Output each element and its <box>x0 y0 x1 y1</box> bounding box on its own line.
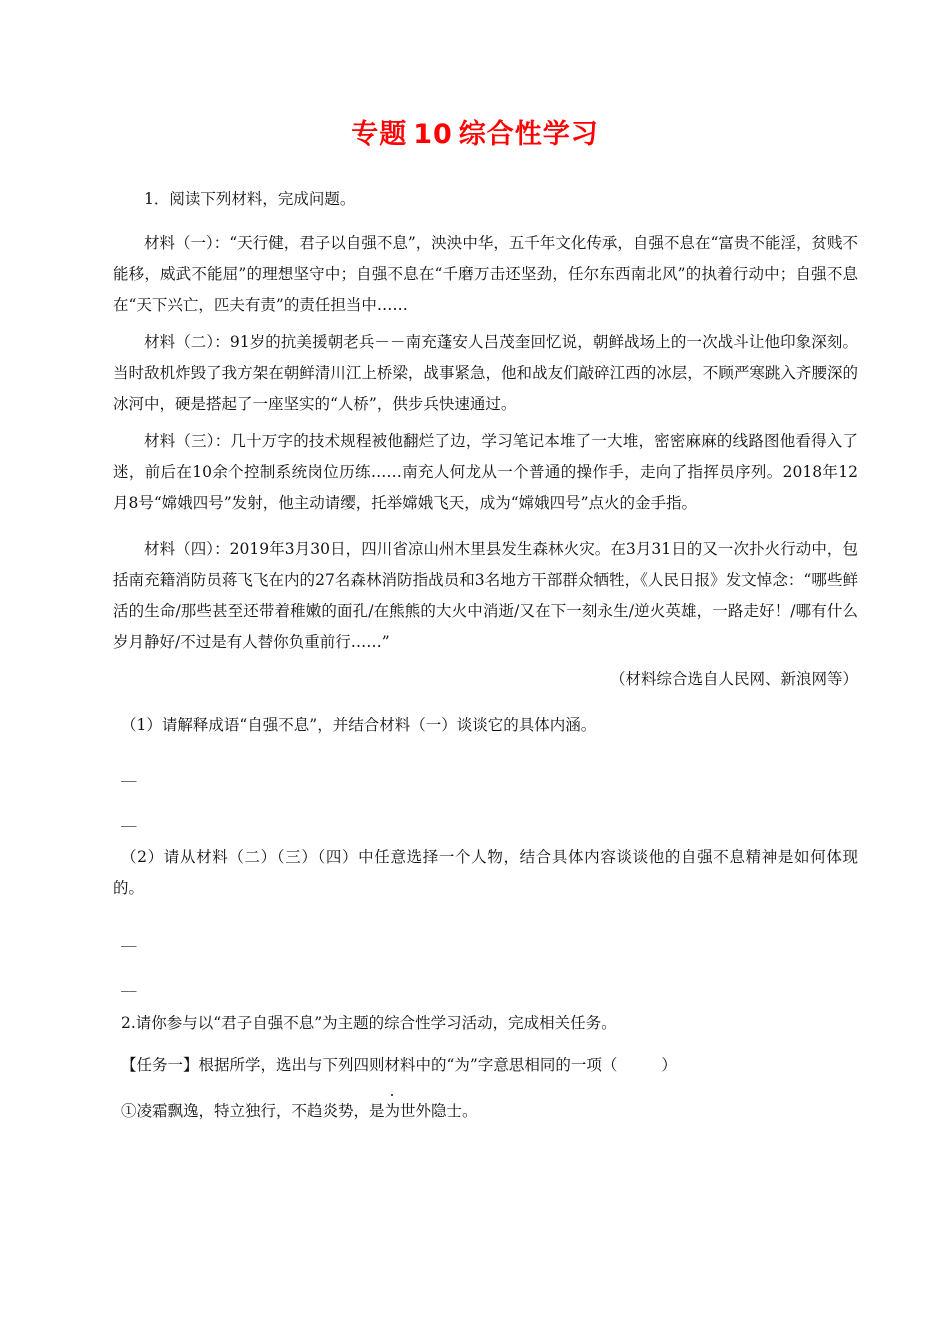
item-1-text-after: 世外隐士。 <box>400 1102 478 1120</box>
material-4-paragraph: 材料（四）：2019年3月30日，四川省凉山州木里县发生森林火灾。在3月31日的又一次扑火行动中，包括南充籍消防员蒋飞飞在内的27名森林消防指战员和3名地方干部群众牺牲，《人民日报》发文悼念：“哪些鲜活的生命/那些甚至还带着稚嫩的面孔/在熊熊的大火中消逝/又在下一刻永生/逆火英雄，一路走好！/哪有什么岁月静好/不过是有人替你负重前行……” <box>113 540 858 651</box>
page-title <box>0 112 950 151</box>
answer-blank-1a[interactable]: __ <box>121 764 137 782</box>
answer-blank-2b[interactable]: __ <box>121 974 137 992</box>
sub-question-1: （1）请解释成语“自强不息”，并结合材料（一）谈谈它的具体内涵。 <box>121 716 597 734</box>
task-1-close-paren: ） <box>661 1056 677 1074</box>
title-suffix: 综合性学习 <box>458 119 599 150</box>
item-1-text-before: ①凌霜飘逸，特立独行，不趋炎势，是 <box>121 1102 385 1120</box>
material-3-paragraph: 材料（三）：几十万字的技术规程被他翻烂了边，学习笔记本堆了一大堆，密密麻麻的线路图他看得入了迷，前后在10余个控制系统岗位历练……南充人何龙从一个普通的操作手，走向了指挥员序列。2018年12月8号“嫦娥四号”发射，他主动请缨，托举嫦娥飞天，成为“嫦娥四号”点火的金手指。 <box>113 432 858 512</box>
material-2-paragraph: 材料（二）：91岁的抗美援朝老兵－－南充蓬安人吕茂奎回忆说，朝鲜战场上的一次战斗让他印象深刻。当时敌机炸毁了我方架在朝鲜清川江上桥梁，战事紧急，他和战友们敲碎江西的冰层，不顾严寒跳入齐腰深的冰河中，硬是搭起了一座坚实的“人桥”，供步兵快速通过。 <box>113 333 858 413</box>
sub-question-2: （2）请从材料（二）（三）（四）中任意选择一个人物，结合具体内容谈谈他的自强不息精神是如何体现的。 <box>113 848 858 897</box>
task-1-item-1 <box>121 1096 858 1127</box>
task-1-text: 【任务一】根据所学，选出与下列四则材料中的“为”字意思相同的一项（ <box>121 1056 618 1074</box>
question-1-prompt: 1．阅读下列材料，完成问题。 <box>144 190 356 208</box>
source-attribution: （材料综合选自人民网、新浪网等） <box>609 670 858 688</box>
emphasized-character: 为 <box>385 1096 401 1127</box>
task-1-line <box>121 1050 858 1081</box>
answer-blank-1b[interactable]: __ <box>121 809 137 827</box>
question-2-prompt: 2.请你参与以“君子自强不息”为主题的综合性学习活动，完成相关任务。 <box>121 1014 617 1032</box>
title-prefix: 专题 <box>351 119 408 150</box>
answer-blank-2a[interactable]: __ <box>121 929 137 947</box>
material-1-paragraph: 材料（一）：“天行健，君子以自强不息”，泱泱中华，五千年文化传承，自强不息在“富贵不能淫，贫贱不能移，威武不能屈”的理想坚守中；自强不息在“千磨万击还坚劲，任尔东西南北风”的执着行动中；自强不息在“天下兴亡，匹夫有责”的责任担当中…… <box>113 234 858 314</box>
title-number: 10 <box>413 119 453 150</box>
